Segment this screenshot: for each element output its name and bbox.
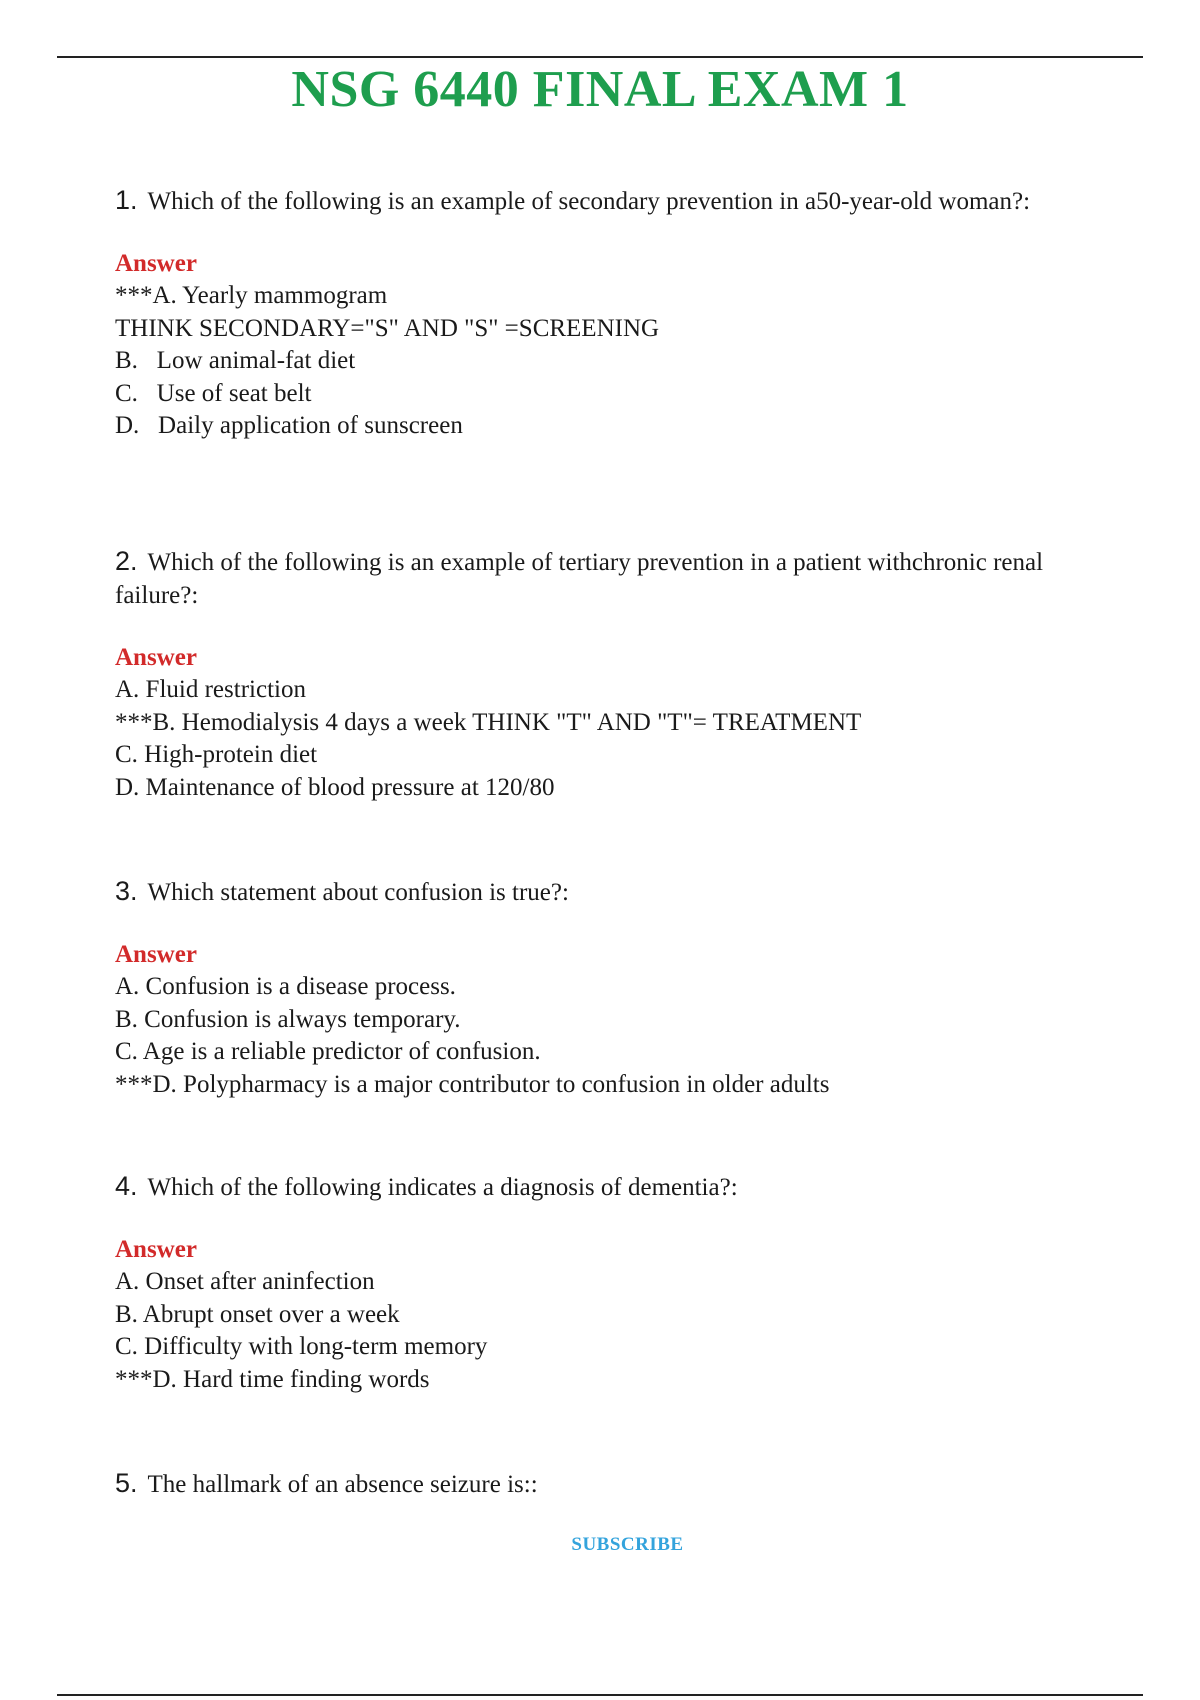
question-4	[115, 1170, 1105, 1396]
question-text: 3. Which statement about confusion is true?:	[115, 876, 569, 906]
answer-label: Answer	[115, 644, 197, 671]
answer-label: Answer	[115, 1236, 197, 1263]
question-number: 3.	[115, 876, 138, 906]
question-number: 1.	[115, 185, 138, 215]
question-2	[115, 545, 1105, 804]
page-title: NSG 6440 FINAL EXAM 1	[291, 61, 909, 118]
option-d: ***D. Polypharmacy is a major contributor to confusion in older adults	[115, 1070, 830, 1098]
option-a: ***A. Yearly mammogram	[115, 282, 388, 309]
question-text: 1. Which of the following is an example of secondary prevention in a50-year-old woman?:	[115, 185, 1031, 215]
question-text: 4. Which of the following indicates a diagnosis of dementia?:	[115, 1171, 738, 1201]
question-number: 4.	[115, 1171, 138, 1201]
option-c: C. Age is a reliable predictor of confusion.	[115, 1038, 541, 1065]
option-b: B. Abrupt onset over a week	[115, 1300, 400, 1328]
option-b: B. Confusion is always temporary.	[115, 1005, 461, 1033]
bottom-rule	[57, 1694, 1143, 1696]
option-b: B. Low animal-fat diet	[115, 347, 356, 374]
option-c: C. Use of seat belt	[115, 379, 312, 407]
question-text: 5. The hallmark of an absence seizure is::	[115, 1468, 538, 1498]
question-5	[115, 1467, 1105, 1501]
answer-label: Answer	[115, 250, 197, 277]
question-3	[115, 875, 1105, 1101]
question-1	[115, 184, 1105, 443]
option-d: D. Daily application of sunscreen	[115, 412, 463, 439]
subscribe-link[interactable]: SUBSCRIBE	[571, 1534, 684, 1555]
answer-label: Answer	[115, 941, 197, 968]
option-c: C. Difficulty with long-term memory	[115, 1333, 488, 1360]
option-note: THINK SECONDARY="S" AND "S" =SCREENING	[115, 314, 660, 342]
option-a: A. Onset after aninfection	[115, 1268, 375, 1295]
option-b: ***B. Hemodialysis 4 days a week THINK "T" AND "T"= TREATMENT	[115, 708, 862, 736]
option-a: A. Fluid restriction	[115, 676, 306, 703]
question-text: 2. Which of the following is an example of tertiary prevention in a patient withchronic renal failure?:	[115, 546, 1044, 609]
option-a: A. Confusion is a disease process.	[115, 973, 456, 1000]
question-number: 5.	[115, 1468, 138, 1498]
option-c: C. High-protein diet	[115, 741, 318, 768]
question-number: 2.	[115, 546, 138, 576]
option-d: D. Maintenance of blood pressure at 120/80	[115, 773, 555, 801]
option-d: ***D. Hard time finding words	[115, 1365, 430, 1393]
